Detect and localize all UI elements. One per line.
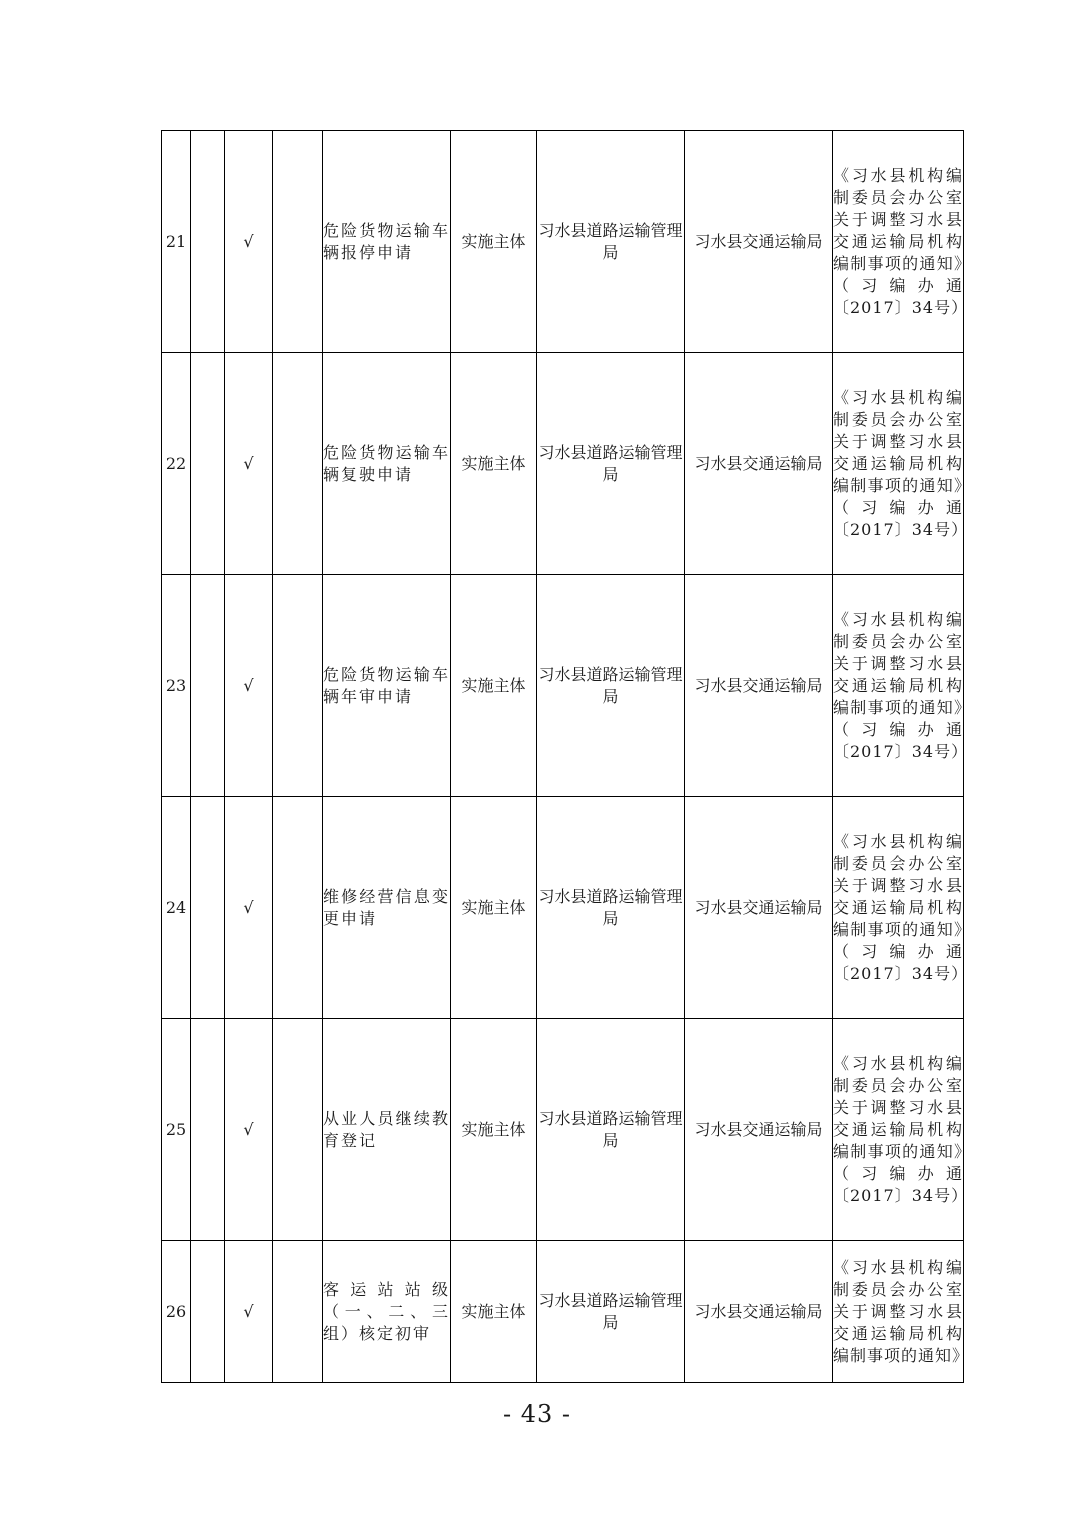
- implementing-org: 习水县道路运输管理局: [537, 575, 685, 797]
- supervising-dept: 习水县交通运输局: [685, 353, 833, 575]
- empty-cell: [273, 797, 323, 1019]
- legal-basis: 《习水县机构编制委员会办公室关于调整习水县交通运输局机构编制事项的通知》（习编办通〔2017〕34号）: [833, 387, 969, 539]
- implementing-org: 习水县道路运输管理局: [537, 353, 685, 575]
- implementing-org: 习水县道路运输管理局: [537, 131, 685, 353]
- check-mark: √: [225, 1019, 273, 1241]
- implementation-role: 实施主体: [451, 131, 537, 353]
- table-row: [162, 131, 964, 353]
- row-number: 23: [162, 575, 191, 797]
- item-name: 从业人员继续教育登记: [323, 1019, 451, 1241]
- check-mark: √: [225, 131, 273, 353]
- item-name: 危险货物运输车辆报停申请: [323, 131, 451, 353]
- row-number: 25: [162, 1019, 191, 1241]
- table-row: [162, 575, 964, 797]
- empty-cell: [191, 797, 225, 1019]
- table-row: [162, 353, 964, 575]
- item-name: 维修经营信息变更申请: [323, 797, 451, 1019]
- supervising-dept: 习水县交通运输局: [685, 1241, 833, 1383]
- row-number: 21: [162, 131, 191, 353]
- supervising-dept: 习水县交通运输局: [685, 797, 833, 1019]
- empty-cell: [273, 1241, 323, 1383]
- table-row: [162, 797, 964, 1019]
- empty-cell: [273, 575, 323, 797]
- check-mark: √: [225, 797, 273, 1019]
- legal-basis-cell: [833, 575, 969, 797]
- legal-basis: 《习水县机构编制委员会办公室关于调整习水县交通运输局机构编制事项的通知》（习编办通〔2017〕34号）: [833, 831, 969, 983]
- legal-basis-cell: [833, 353, 969, 575]
- legal-basis-cell: [833, 797, 969, 1019]
- row-number: 24: [162, 797, 191, 1019]
- empty-cell: [191, 1241, 225, 1383]
- item-name: 客运站站级（一、二、三组）核定初审: [323, 1241, 451, 1383]
- implementation-role: 实施主体: [451, 1019, 537, 1241]
- empty-cell: [273, 1019, 323, 1241]
- implementing-org: 习水县道路运输管理局: [537, 797, 685, 1019]
- item-name: 危险货物运输车辆复驶申请: [323, 353, 451, 575]
- legal-basis-cell: [833, 1019, 969, 1241]
- legal-basis: 《习水县机构编制委员会办公室关于调整习水县交通运输局机构编制事项的通知》（习编办通〔2017〕34号）: [833, 1053, 969, 1205]
- page-number: - 43 -: [502, 1400, 571, 1428]
- empty-cell: [273, 131, 323, 353]
- table-row: [162, 1241, 964, 1383]
- legal-basis: 《习水县机构编制委员会办公室关于调整习水县交通运输局机构编制事项的通知》: [833, 1257, 970, 1365]
- empty-cell: [273, 353, 323, 575]
- implementing-org: 习水县道路运输管理局: [537, 1241, 685, 1383]
- table-row: [162, 1019, 964, 1241]
- supervising-dept: 习水县交通运输局: [685, 131, 833, 353]
- check-mark: √: [225, 1241, 273, 1383]
- empty-cell: [191, 131, 225, 353]
- items-table: [161, 130, 970, 1383]
- legal-basis-cell: [833, 1241, 970, 1383]
- row-number: 22: [162, 353, 191, 575]
- empty-cell: [191, 575, 225, 797]
- supervising-dept: 习水县交通运输局: [685, 1019, 833, 1241]
- empty-cell: [191, 1019, 225, 1241]
- empty-cell: [191, 353, 225, 575]
- check-mark: √: [225, 353, 273, 575]
- legal-basis: 《习水县机构编制委员会办公室关于调整习水县交通运输局机构编制事项的通知》（习编办通〔2017〕34号）: [833, 165, 969, 317]
- legal-basis-cell: [833, 131, 969, 353]
- implementation-role: 实施主体: [451, 1241, 537, 1383]
- row-number: 26: [162, 1241, 191, 1383]
- implementation-role: 实施主体: [451, 353, 537, 575]
- item-name: 危险货物运输车辆年审申请: [323, 575, 451, 797]
- implementation-role: 实施主体: [451, 797, 537, 1019]
- supervising-dept: 习水县交通运输局: [685, 575, 833, 797]
- implementing-org: 习水县道路运输管理局: [537, 1019, 685, 1241]
- implementation-role: 实施主体: [451, 575, 537, 797]
- legal-basis: 《习水县机构编制委员会办公室关于调整习水县交通运输局机构编制事项的通知》（习编办通〔2017〕34号）: [833, 609, 969, 761]
- check-mark: √: [225, 575, 273, 797]
